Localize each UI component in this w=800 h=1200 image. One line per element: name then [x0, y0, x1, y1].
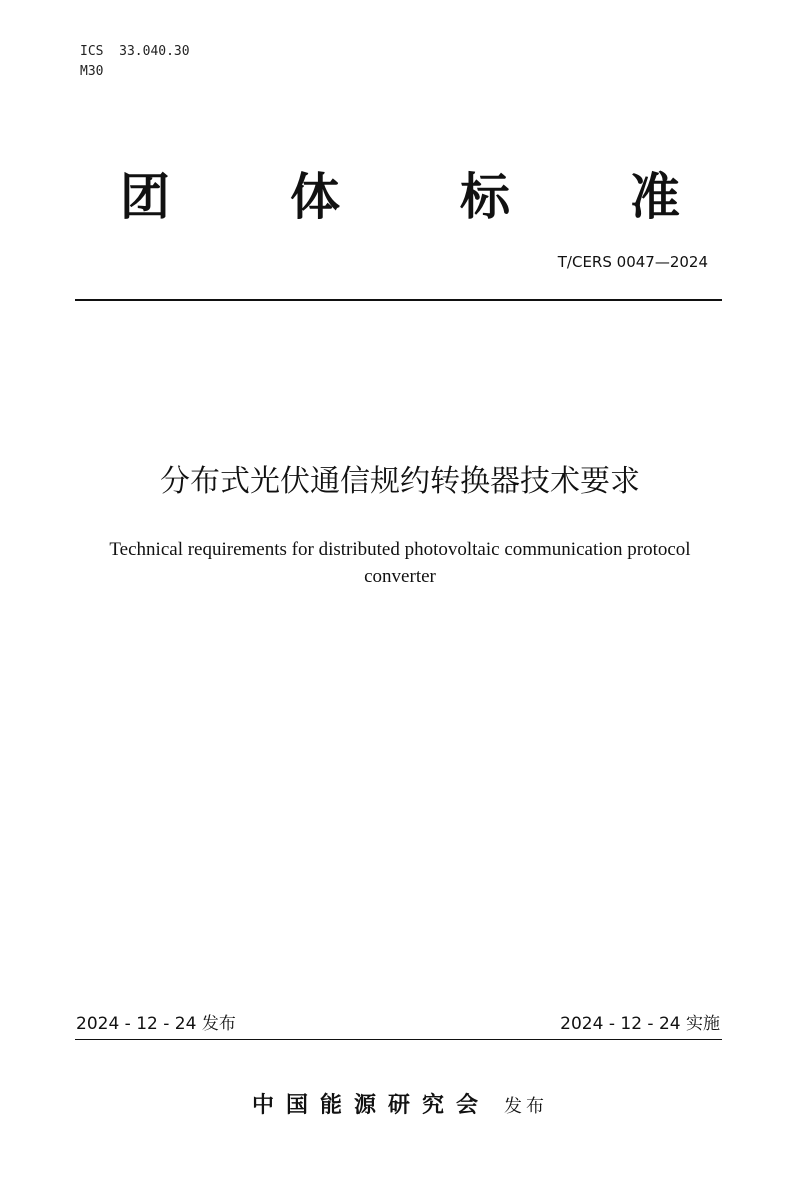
document-title-chinese: 分布式光伏通信规约转换器技术要求	[160, 464, 640, 499]
english-title-line: converter	[364, 566, 436, 587]
ics-code: ICS 33.040.30	[80, 44, 190, 59]
issue-date: 2024 - 12 - 24 发布	[76, 1014, 236, 1034]
standard-type-char: 准	[630, 168, 680, 226]
standard-type-char: 体	[290, 168, 340, 226]
document-title-english	[100, 536, 700, 590]
publisher-organization: 中国能源研究会	[251, 1093, 490, 1118]
publisher-line	[0, 1088, 800, 1119]
publish-label: 发布	[504, 1096, 548, 1117]
implementation-date: 2024 - 12 - 24 实施	[560, 1014, 720, 1034]
standard-number: T/CERS 0047—2024	[557, 253, 708, 271]
standard-type-char: 标	[460, 168, 510, 226]
footer-divider	[75, 1039, 722, 1040]
standard-type-heading	[120, 165, 680, 229]
classification-codes	[80, 42, 190, 82]
ccs-code: M30	[80, 64, 104, 79]
header-divider	[75, 299, 722, 301]
standard-type-char: 团	[120, 168, 170, 226]
english-title-line: Technical requirements for distributed photovoltaic communication protocol	[109, 539, 691, 560]
